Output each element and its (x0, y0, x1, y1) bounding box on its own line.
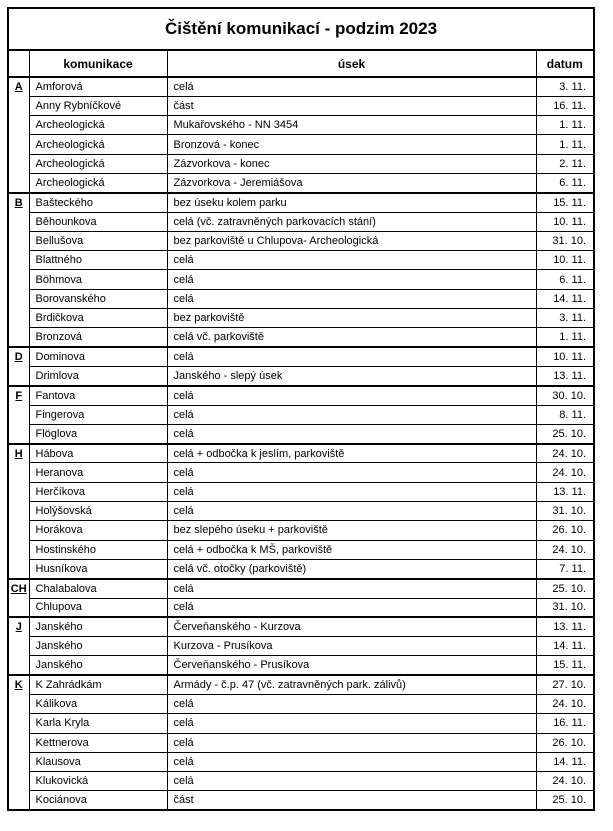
street-cell: Brdičkova (29, 309, 167, 328)
group-letter-cell (8, 347, 29, 386)
table-row (8, 656, 594, 675)
section-cell: celá (vč. zatravněných parkovacích stání) (167, 212, 536, 231)
section-cell: celá (167, 714, 536, 733)
table-row (8, 424, 594, 443)
table-row (8, 77, 594, 96)
street-cell: Běhounkova (29, 212, 167, 231)
date-cell: 1. 11. (536, 116, 594, 135)
date-cell: 10. 11. (536, 251, 594, 270)
date-cell: 31. 10. (536, 598, 594, 617)
street-cell: Kettnerova (29, 733, 167, 752)
group-letter-label: H (14, 447, 23, 460)
section-cell: celá (167, 77, 536, 96)
group-letter-cell (8, 579, 29, 618)
table-row (8, 791, 594, 810)
street-cell: Fantova (29, 386, 167, 405)
date-cell: 6. 11. (536, 173, 594, 192)
group-letter-label: D (14, 351, 23, 364)
date-column-header: datum (536, 50, 594, 77)
section-cell: celá (167, 733, 536, 752)
date-cell: 7. 11. (536, 559, 594, 578)
street-column-header: komunikace (29, 50, 167, 77)
date-cell: 8. 11. (536, 405, 594, 424)
street-cell: Hábova (29, 444, 167, 463)
street-cell: Kociánova (29, 791, 167, 810)
date-cell: 24. 10. (536, 540, 594, 559)
street-cell: Bellušova (29, 231, 167, 250)
street-cell: Klukovická (29, 772, 167, 791)
section-cell: celá (167, 289, 536, 308)
group-letter-label: J (15, 621, 22, 634)
group-letter-label: K (14, 679, 23, 692)
section-cell: celá vč. parkoviště (167, 328, 536, 347)
street-cell: Janského (29, 656, 167, 675)
street-cell: K Zahrádkám (29, 675, 167, 694)
section-cell: celá (167, 752, 536, 771)
street-cell: Archeologická (29, 154, 167, 173)
street-cell: Klausova (29, 752, 167, 771)
date-cell: 13. 11. (536, 617, 594, 636)
section-cell: celá (167, 463, 536, 482)
date-cell: 26. 10. (536, 521, 594, 540)
table-row (8, 772, 594, 791)
section-cell: část (167, 96, 536, 115)
section-cell: celá + odbočka k jeslím, parkoviště (167, 444, 536, 463)
table-row (8, 289, 594, 308)
street-cell: Holýšovská (29, 502, 167, 521)
street-cell: Flöglova (29, 424, 167, 443)
cleaning-table-body (8, 77, 594, 810)
date-cell: 27. 10. (536, 675, 594, 694)
street-cell: Bašteckého (29, 193, 167, 212)
street-cell: Archeologická (29, 116, 167, 135)
section-cell: celá (167, 347, 536, 366)
table-row (8, 714, 594, 733)
street-cell: Borovanského (29, 289, 167, 308)
table-row (8, 502, 594, 521)
group-letter-label: CH (10, 582, 27, 595)
section-cell: celá (167, 386, 536, 405)
section-cell: Červeňanského - Prusíkova (167, 656, 536, 675)
date-cell: 16. 11. (536, 96, 594, 115)
street-cell: Hostinského (29, 540, 167, 559)
table-row (8, 270, 594, 289)
street-cell: Janského (29, 617, 167, 636)
table-row (8, 482, 594, 501)
section-cell: celá + odbočka k MŠ, parkoviště (167, 540, 536, 559)
table-row (8, 444, 594, 463)
title-row (8, 8, 594, 50)
date-cell: 16. 11. (536, 714, 594, 733)
section-cell: celá (167, 772, 536, 791)
table-row (8, 328, 594, 347)
section-cell: Mukařovského - NN 3454 (167, 116, 536, 135)
table-row (8, 386, 594, 405)
street-cell: Amforová (29, 77, 167, 96)
date-cell: 14. 11. (536, 289, 594, 308)
date-cell: 31. 10. (536, 231, 594, 250)
section-cell: celá (167, 502, 536, 521)
date-cell: 1. 11. (536, 328, 594, 347)
group-letter-label: B (14, 196, 23, 209)
date-cell: 3. 11. (536, 77, 594, 96)
street-cell: Kálikova (29, 695, 167, 714)
date-cell: 10. 11. (536, 347, 594, 366)
section-cell: Zázvorkova - Jeremiášova (167, 173, 536, 192)
section-cell: bez parkoviště (167, 309, 536, 328)
date-cell: 6. 11. (536, 270, 594, 289)
section-cell: celá vč. otočky (parkoviště) (167, 559, 536, 578)
street-cell: Drimlova (29, 366, 167, 385)
date-cell: 25. 10. (536, 424, 594, 443)
section-cell: celá (167, 405, 536, 424)
section-cell: Janského - slepý úsek (167, 366, 536, 385)
table-row (8, 463, 594, 482)
street-cell: Husníkova (29, 559, 167, 578)
table-row (8, 309, 594, 328)
date-cell: 1. 11. (536, 135, 594, 154)
table-row (8, 366, 594, 385)
table-row (8, 579, 594, 598)
date-cell: 25. 10. (536, 791, 594, 810)
date-cell: 31. 10. (536, 502, 594, 521)
date-cell: 24. 10. (536, 463, 594, 482)
street-cell: Böhmova (29, 270, 167, 289)
group-letter-label: A (14, 81, 23, 93)
table-row (8, 193, 594, 212)
date-cell: 10. 11. (536, 212, 594, 231)
section-cell: část (167, 791, 536, 810)
group-letter-cell (8, 617, 29, 675)
date-cell: 15. 11. (536, 656, 594, 675)
table-row (8, 405, 594, 424)
group-letter-label: F (15, 389, 23, 402)
section-column-header: úsek (167, 50, 536, 77)
date-cell: 13. 11. (536, 366, 594, 385)
group-letter-cell (8, 77, 29, 193)
section-cell: Kurzova - Prusíkova (167, 637, 536, 656)
date-cell: 15. 11. (536, 193, 594, 212)
group-letter-cell (8, 675, 29, 810)
section-cell: Armády - č.p. 47 (vč. zatravněných park. zálivů) (167, 675, 536, 694)
section-cell: bez slepého úseku + parkoviště (167, 521, 536, 540)
date-cell: 26. 10. (536, 733, 594, 752)
column-header-row (8, 50, 594, 77)
table-row (8, 154, 594, 173)
date-cell: 24. 10. (536, 444, 594, 463)
table-row (8, 540, 594, 559)
section-cell: celá (167, 579, 536, 598)
table-row (8, 231, 594, 250)
date-cell: 24. 10. (536, 772, 594, 791)
section-cell: celá (167, 482, 536, 501)
table-row (8, 521, 594, 540)
date-cell: 14. 11. (536, 752, 594, 771)
table-row (8, 695, 594, 714)
page-title: Čištění komunikací - podzim 2023 (8, 8, 594, 50)
street-cell: Archeologická (29, 135, 167, 154)
section-cell: Bronzová - konec (167, 135, 536, 154)
street-cell: Horákova (29, 521, 167, 540)
section-cell: Červeňanského - Kurzova (167, 617, 536, 636)
table-row (8, 116, 594, 135)
section-cell: celá (167, 695, 536, 714)
letter-column-header (8, 50, 29, 77)
street-cell: Bronzová (29, 328, 167, 347)
section-cell: bez úseku kolem parku (167, 193, 536, 212)
group-letter-cell (8, 444, 29, 579)
table-row (8, 96, 594, 115)
group-letter-cell (8, 386, 29, 444)
section-cell: celá (167, 251, 536, 270)
date-cell: 25. 10. (536, 579, 594, 598)
street-cell: Chalabalova (29, 579, 167, 598)
street-cell: Karla Kryla (29, 714, 167, 733)
table-row (8, 212, 594, 231)
date-cell: 13. 11. (536, 482, 594, 501)
date-cell: 3. 11. (536, 309, 594, 328)
street-cell: Janského (29, 637, 167, 656)
section-cell: celá (167, 598, 536, 617)
table-row (8, 752, 594, 771)
table-row (8, 637, 594, 656)
street-cell: Blattného (29, 251, 167, 270)
date-cell: 2. 11. (536, 154, 594, 173)
table-row (8, 251, 594, 270)
section-cell: bez parkoviště u Chlupova- Archeologická (167, 231, 536, 250)
date-cell: 30. 10. (536, 386, 594, 405)
table-row (8, 173, 594, 192)
table-row (8, 675, 594, 694)
date-cell: 24. 10. (536, 695, 594, 714)
street-cell: Fingerova (29, 405, 167, 424)
section-cell: Zázvorkova - konec (167, 154, 536, 173)
table-row (8, 617, 594, 636)
street-cell: Dominova (29, 347, 167, 366)
street-cell: Archeologická (29, 173, 167, 192)
street-cell: Heranova (29, 463, 167, 482)
street-cell: Chlupova (29, 598, 167, 617)
section-cell: celá (167, 424, 536, 443)
table-row (8, 347, 594, 366)
street-cleaning-table (7, 7, 595, 811)
group-letter-cell (8, 193, 29, 347)
table-row (8, 598, 594, 617)
date-cell: 14. 11. (536, 637, 594, 656)
street-cell: Anny Rybníčkové (29, 96, 167, 115)
table-row (8, 559, 594, 578)
table-row (8, 135, 594, 154)
section-cell: celá (167, 270, 536, 289)
table-row (8, 733, 594, 752)
street-cell: Herčíkova (29, 482, 167, 501)
